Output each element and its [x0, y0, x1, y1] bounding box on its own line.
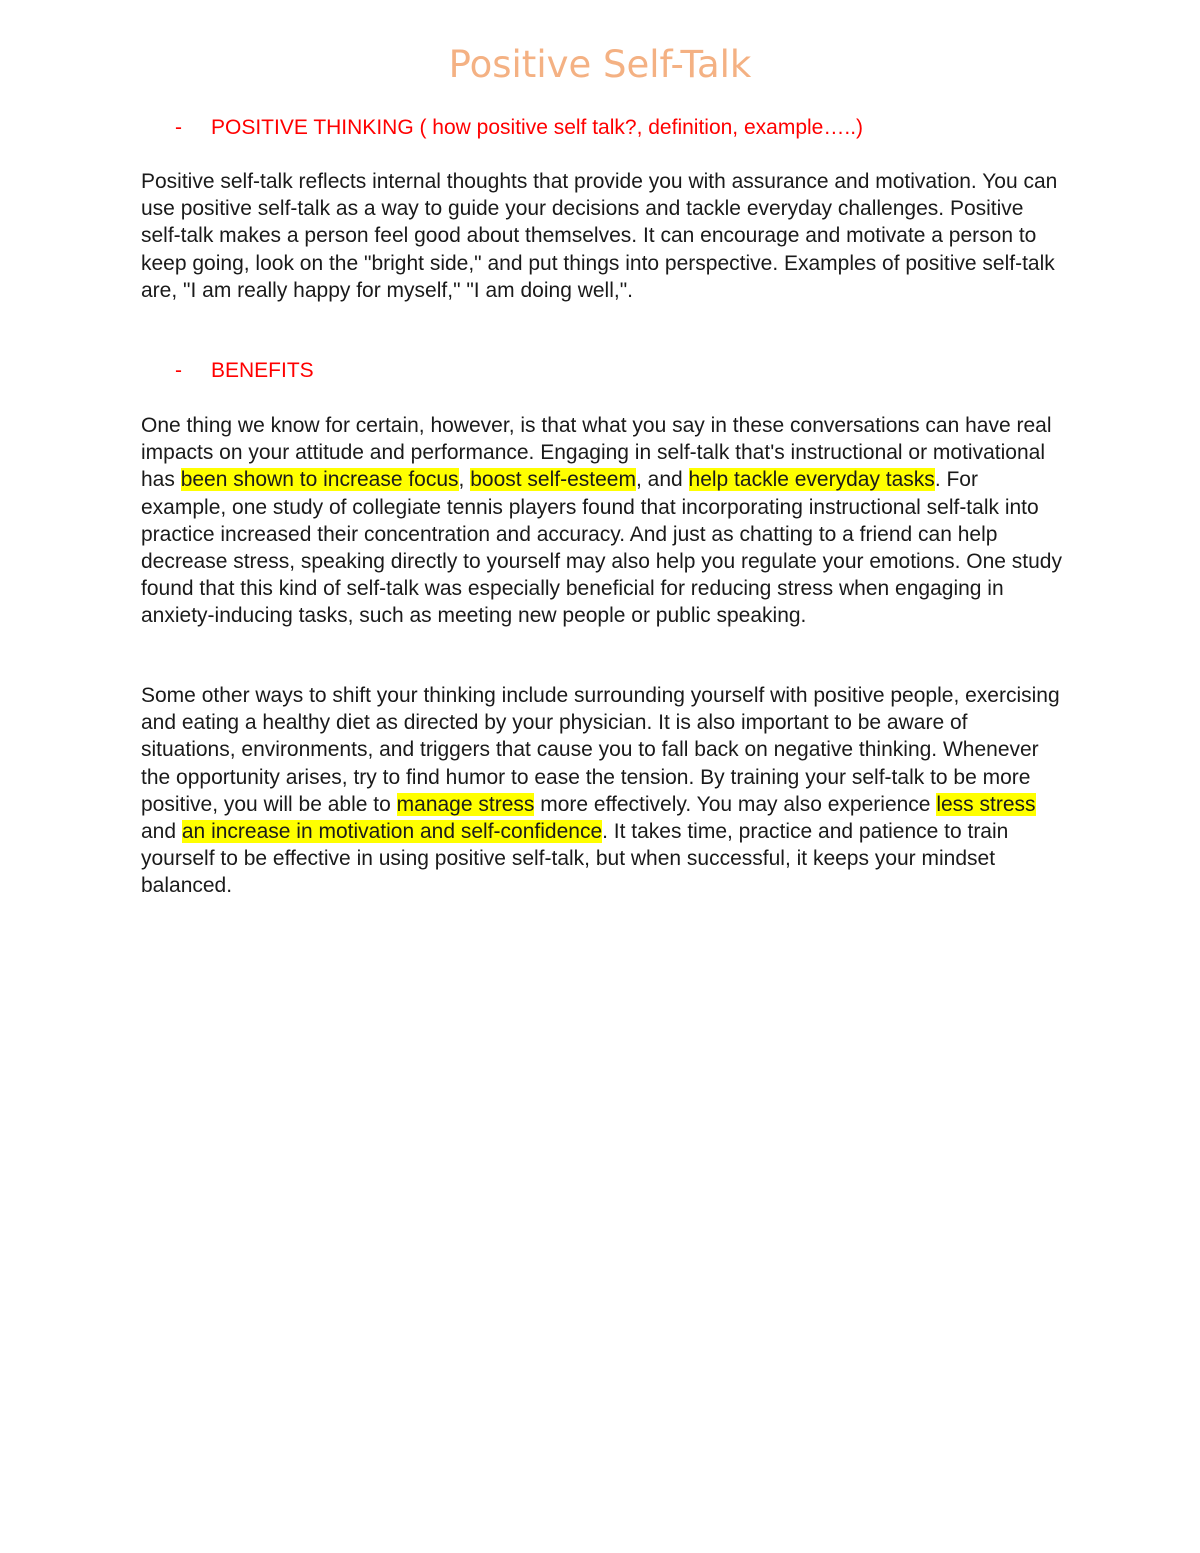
- highlighted-text: boost self-esteem: [470, 468, 636, 492]
- section-heading-positive-thinking: [175, 114, 863, 141]
- text-run: . For example, one study of collegiate tennis players found that incorporating instructional self-talk into practice increased their concentration and accuracy. And just as chatting to a friend can help decrease stress, speaking directly to yourself may also help you regulate your emotions. One study found that this kind of self-talk was especially beneficial for reducing stress when engaging in anxiety-inducing tasks, such as meeting new people or public speaking.: [141, 468, 1062, 628]
- section-heading-benefits: [175, 357, 314, 384]
- text-run: Some other ways to shift your thinking include surrounding yourself with positive people, exercising and eating a healthy diet as directed by your physician. It is also important to be aware of situations, environments, and triggers that cause you to fall back on negative thinking. Whenever the opportunity arises, try to find humor to ease the tension. By training your self-talk to be more positive, you will be able to: [141, 684, 1060, 816]
- text-run: , and: [635, 468, 689, 492]
- heading-text: BENEFITS: [211, 359, 314, 382]
- paragraph-other-ways: [141, 682, 1066, 900]
- highlighted-text: less stress: [936, 792, 1036, 816]
- highlighted-text: help tackle everyday tasks: [688, 468, 935, 492]
- document-title: Positive Self-Talk: [448, 43, 752, 86]
- highlighted-text: been shown to increase focus: [180, 468, 459, 492]
- paragraph-definition: Positive self-talk reflects internal thoughts that provide you with assurance and motivation. You can use positive self-talk as a way to guide your decisions and tackle everyday challenges. Positive self-talk makes a person feel good about themselves. It can encourage and motivate a person to keep going, look on the "bright side," and put things into perspective. Examples of positive self-talk are, "I am really happy for myself," "I am doing well,".: [141, 170, 1058, 302]
- bullet-dash: -: [175, 116, 182, 139]
- text-run: and: [141, 820, 182, 844]
- text-run: One thing we know for certain, however, is that what you say in these conversations can have real impacts on your attitude and performance. Engaging in self-talk that's instructional or motivational has: [141, 414, 1052, 492]
- text-run: more effectively. You may also experience: [534, 792, 937, 816]
- bullet-dash: -: [175, 359, 182, 382]
- heading-text: POSITIVE THINKING ( how positive self talk?, definition, example…..): [211, 116, 864, 139]
- text-run: ,: [458, 468, 471, 492]
- text-run: . It takes time, practice and patience to train yourself to be effective in using positive self-talk, but when successful, it keeps your mindset balanced.: [141, 820, 1009, 898]
- highlighted-text: an increase in motivation and self-confidence: [181, 820, 603, 844]
- paragraph-benefits: [141, 412, 1066, 630]
- highlighted-text: manage stress: [396, 792, 535, 816]
